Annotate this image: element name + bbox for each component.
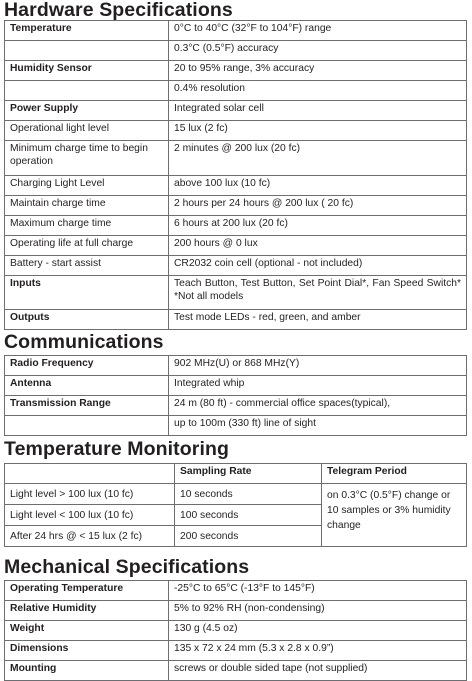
communications-table <box>4 355 467 436</box>
table-row <box>5 601 467 621</box>
condition-cell: Light level < 100 lux (10 fc) <box>5 505 175 526</box>
sampling-rate-cell: 10 seconds <box>175 484 322 505</box>
spec-value: above 100 lux (10 fc) <box>169 176 467 196</box>
spec-label: Relative Humidity <box>5 601 169 621</box>
table-row <box>5 621 467 641</box>
mechanical-specs-table <box>4 580 467 681</box>
table-row <box>5 256 467 276</box>
spec-label: Dimensions <box>5 641 169 661</box>
hardware-specs-heading: Hardware Specifications <box>4 0 233 21</box>
table-row <box>5 416 467 436</box>
spec-label: Minimum charge time to begin operation <box>5 141 169 176</box>
spec-label: Outputs <box>5 310 169 330</box>
spec-value: up to 100m (330 ft) line of sight <box>169 416 467 436</box>
spec-label: Radio Frequency <box>5 356 169 376</box>
sampling-rate-cell: 100 seconds <box>175 505 322 526</box>
spec-value: screws or double sided tape (not supplied) <box>169 661 467 681</box>
temperature-monitoring-heading: Temperature Monitoring <box>4 438 230 460</box>
table-row <box>5 61 467 81</box>
condition-cell: Light level > 100 lux (10 fc) <box>5 484 175 505</box>
table-row <box>5 356 467 376</box>
table-row <box>5 141 467 176</box>
table-row <box>5 121 467 141</box>
table-row <box>5 236 467 256</box>
table-row <box>5 376 467 396</box>
spec-label: Operating Temperature <box>5 581 169 601</box>
table-row <box>5 661 467 681</box>
spec-value: 2 minutes @ 200 lux (20 fc) <box>169 141 467 176</box>
table-row <box>5 641 467 661</box>
spec-value: 0.4% resolution <box>169 81 467 101</box>
mechanical-specs-heading: Mechanical Specifications <box>4 556 250 578</box>
spec-label: Inputs <box>5 276 169 310</box>
column-header-sampling-rate: Sampling Rate <box>175 464 322 484</box>
sampling-rate-cell: 200 seconds <box>175 526 322 547</box>
table-row <box>5 581 467 601</box>
spec-value: 200 hours @ 0 lux <box>169 236 467 256</box>
table-row <box>5 196 467 216</box>
spec-label: Transmission Range <box>5 396 169 416</box>
table-row <box>5 81 467 101</box>
table-row <box>5 21 467 41</box>
spec-value: 135 x 72 x 24 mm (5.3 x 2.8 x 0.9”) <box>169 641 467 661</box>
table-row <box>5 276 467 310</box>
table-row <box>5 216 467 236</box>
spec-value: 130 g (4.5 oz) <box>169 621 467 641</box>
spec-value: Test mode LEDs - red, green, and amber <box>169 310 467 330</box>
spec-label: Charging Light Level <box>5 176 169 196</box>
table-row <box>5 41 467 61</box>
spec-label: Battery - start assist <box>5 256 169 276</box>
temperature-monitoring-table <box>4 463 467 547</box>
column-header-telegram-period: Telegram Period <box>322 464 467 484</box>
spec-value: 902 MHz(U) or 868 MHz(Y) <box>169 356 467 376</box>
spec-label: Weight <box>5 621 169 641</box>
table-row <box>5 396 467 416</box>
spec-label: Antenna <box>5 376 169 396</box>
spec-label <box>5 41 169 61</box>
table-row <box>5 101 467 121</box>
spec-value: 0°C to 40°C (32°F to 104°F) range <box>169 21 467 41</box>
spec-value: 24 m (80 ft) - commercial office spaces(typical), <box>169 396 467 416</box>
spec-label: Power Supply <box>5 101 169 121</box>
telegram-period-cell: on 0.3°C (0.5°F) change or 10 samples or 3% humidity change <box>322 484 467 547</box>
table-header-row <box>5 464 467 484</box>
column-header <box>5 464 175 484</box>
spec-value: 0.3°C (0.5°F) accuracy <box>169 41 467 61</box>
spec-value: Integrated whip <box>169 376 467 396</box>
spec-label: Temperature <box>5 21 169 41</box>
spec-value: -25°C to 65°C (-13°F to 145°F) <box>169 581 467 601</box>
spec-value: Teach Button, Test Button, Set Point Dial*, Fan Speed Switch* *Not all models <box>169 276 467 310</box>
condition-cell: After 24 hrs @ < 15 lux (2 fc) <box>5 526 175 547</box>
spec-label <box>5 81 169 101</box>
spec-value: 6 hours at 200 lux (20 fc) <box>169 216 467 236</box>
spec-label: Humidity Sensor <box>5 61 169 81</box>
spec-label: Operational light level <box>5 121 169 141</box>
spec-label: Mounting <box>5 661 169 681</box>
table-row <box>5 484 467 505</box>
spec-label: Maintain charge time <box>5 196 169 216</box>
spec-value: 5% to 92% RH (non-condensing) <box>169 601 467 621</box>
spec-label: Maximum charge time <box>5 216 169 236</box>
spec-value: Integrated solar cell <box>169 101 467 121</box>
spec-value: 20 to 95% range, 3% accuracy <box>169 61 467 81</box>
table-row <box>5 310 467 330</box>
spec-label: Operating life at full charge <box>5 236 169 256</box>
communications-heading: Communications <box>4 331 164 353</box>
hardware-specs-table <box>4 20 467 330</box>
spec-value: CR2032 coin cell (optional - not included) <box>169 256 467 276</box>
spec-value: 15 lux (2 fc) <box>169 121 467 141</box>
spec-value: 2 hours per 24 hours @ 200 lux ( 20 fc) <box>169 196 467 216</box>
spec-label <box>5 416 169 436</box>
table-row <box>5 176 467 196</box>
